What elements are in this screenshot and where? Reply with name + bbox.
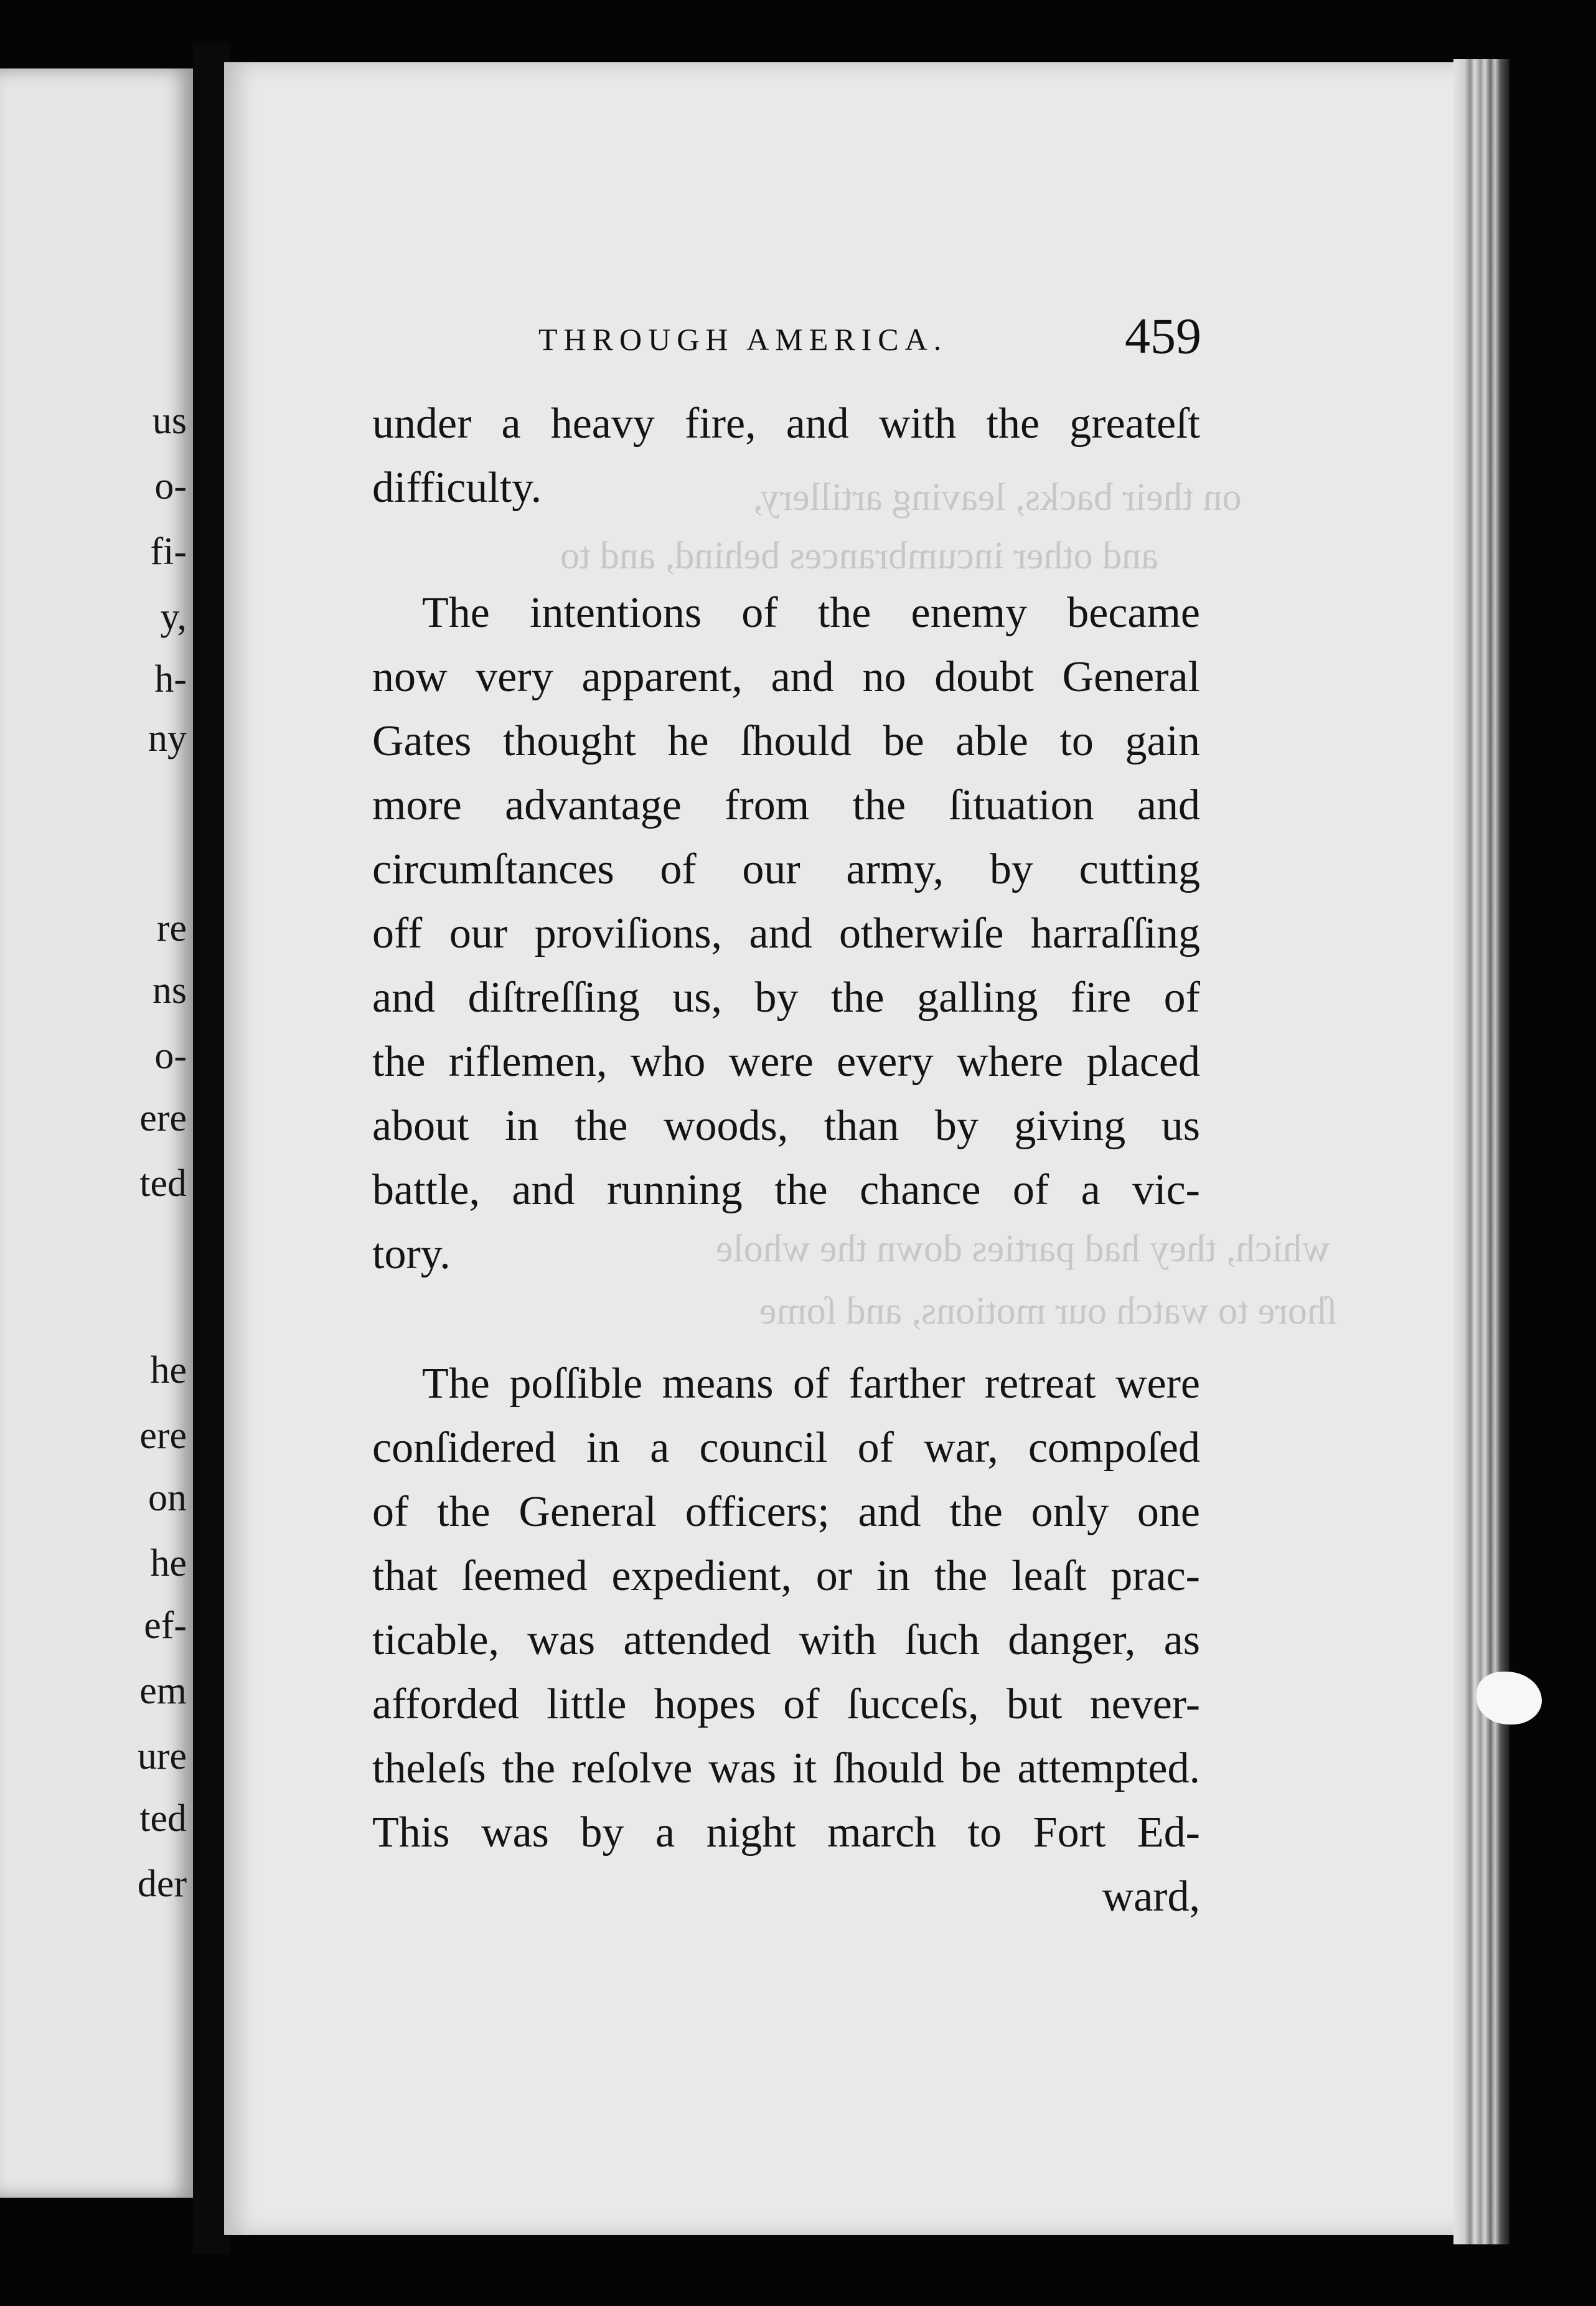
bleed-through-text: and other incumbrances behind, and to [560,535,1158,577]
facing-page-fragment: o- [154,465,187,507]
text-line: conſidered in a council of war, compoſed [372,1424,1200,1472]
text-line: of the General officers; and the only one [372,1488,1200,1536]
facing-page-fragment: on [148,1477,187,1519]
facing-page-fragment: fi- [150,530,187,573]
text-line: ticable, was attended with ſuch danger, as [372,1616,1200,1664]
text-line: that ſeemed expedient, or in the leaſt prac- [372,1552,1200,1600]
text-line: tory. [372,1230,451,1278]
bleed-through-text: ſhore to watch our motions, and ſome [759,1290,1338,1332]
text-line: The poſſible means of farther retreat were [422,1360,1200,1408]
facing-page-fragment: o- [154,1035,187,1077]
running-head: THROUGH AMERICA. [538,322,948,357]
text-line: under a heavy fire, and with the greateſt [372,400,1200,448]
text-line: theleſs the reſolve was it ſhould be attempted. [372,1744,1200,1792]
text-line: afforded little hopes of ſucceſs, but never- [372,1680,1200,1728]
facing-page-fragment: ted [139,1162,187,1205]
text-line: circumſtances of our army, by cutting [372,845,1200,893]
facing-page-fragment: ef- [144,1604,187,1647]
text-line: now very apparent, and no doubt General [372,653,1200,701]
page-edges [1453,59,1509,2244]
text-line: about in the woods, than by giving us [372,1102,1200,1150]
facing-page-fragment: ns [152,969,187,1012]
text-line: difficulty. [372,464,542,512]
page-number: 459 [1125,308,1201,364]
facing-page-fragment: der [137,1863,187,1905]
text-line: The intentions of the enemy became [422,589,1200,637]
text-line: more advantage from the ſituation and [372,781,1200,829]
text-line: Gates thought he ſhould be able to gain [372,717,1200,765]
facing-page-fragment: he [150,1542,187,1584]
facing-page-fragment: ted [139,1797,187,1840]
text-line: battle, and running the chance of a vic- [372,1166,1200,1214]
facing-page-fragment: ere [139,1414,187,1457]
text-line: off our proviſions, and otherwiſe harraſſing [372,910,1200,958]
facing-page-fragment: h- [154,658,187,700]
facing-page [0,68,193,2198]
facing-page-fragment: ny [148,717,187,760]
facing-page-fragment: em [139,1670,187,1712]
page-tear [1476,1672,1542,1725]
facing-page-fragment: ere [139,1097,187,1139]
text-line: and diſtreſſing us, by the galling fire of [372,974,1200,1022]
bleed-through-text: on their backs, leaving artillery, [753,476,1242,519]
bleed-through-text: which, they had parties down the whole [716,1228,1330,1270]
facing-page-fragment: us [152,400,187,442]
text-line: This was by a night march to Fort Ed- [372,1809,1200,1857]
facing-page-fragment: ure [137,1735,187,1777]
facing-page-fragment: he [150,1349,187,1391]
catchword: ward, [1102,1873,1200,1921]
facing-page-fragment: y, [160,596,187,638]
facing-page-fragment: re [156,907,187,949]
text-line: the riflemen, who were every where placed [372,1038,1200,1086]
